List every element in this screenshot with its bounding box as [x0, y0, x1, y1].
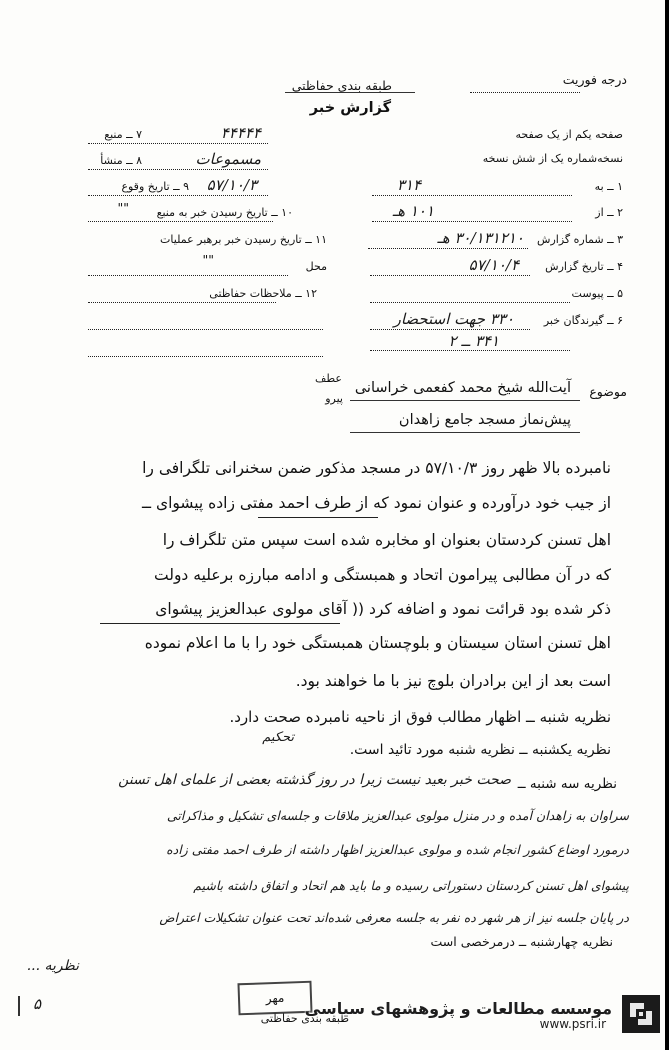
field-9-value: ۵۷/۱۰/۳ — [206, 176, 257, 194]
subject-line-1: آیت‌الله شیخ محمد کفعمی خراسانی — [354, 380, 571, 396]
field-12-dots-2 — [88, 329, 323, 330]
institute-logo-icon — [622, 995, 660, 1033]
header-classification: طبقه بندی حفاظتی — [291, 78, 392, 93]
scan-edge — [665, 0, 669, 1050]
subject-rule-1 — [350, 400, 580, 401]
handwritten-line-5: در پایان جلسه نیز از هر شهر ده نفر به جلسه معرفی شده‌اند تحت عنوان تشکیلات اعتراض — [159, 910, 629, 925]
field-12-dots — [88, 302, 276, 303]
field-8-label: ۸ ــ منشأ — [100, 154, 142, 167]
field-12-label: ۱۲ ــ ملاحظات حفاظتی — [209, 287, 317, 300]
opinion-saturday: نظریه شنبه ــ اظهار مطالب فوق از ناحیه نامبرده صحت دارد. — [229, 708, 611, 726]
field-5-label: ۵ ــ پیوست — [571, 287, 623, 300]
handwritten-line-2: سراوان به زاهدان آمده و در منزل مولوی عبدالعزیز ملاقات و جلسه‌ای تشکیل و مذاکراتی — [166, 808, 629, 823]
field-9-label: ۹ ــ تاریخ وقوع — [121, 180, 189, 193]
body-line-4: که در آن مطالبی پیرامون اتحاد و همبستگی و ادامه مبارزه برعلیه دولت — [154, 566, 611, 584]
field-10-value: "" — [117, 200, 129, 215]
field-10-label: ۱۰ ــ تاریخ رسیدن خبر به منبع — [156, 206, 293, 219]
field-3-value: ۳۰/۱۳۱۲۱۰ هـ — [437, 229, 524, 247]
field-4-dots — [370, 275, 530, 276]
name-underline-2 — [100, 623, 340, 624]
body-line-5: ذکر شده بود قرائت نمود و اضافه کرد (( آقای مولوی عبدالعزیز پیشوای — [155, 600, 611, 618]
copy-number: نسخه‌شماره یک از شش نسخه — [482, 152, 623, 165]
field-1-label: ۱ ــ به — [594, 180, 623, 193]
field-11-dots — [88, 275, 288, 276]
field-2-dots — [372, 221, 572, 222]
watermark-url: www.psri.ir — [539, 1017, 606, 1031]
priority-dots — [470, 92, 580, 93]
header-rule — [285, 92, 415, 93]
subject-label: موضوع — [589, 384, 627, 399]
subject-note-top: عطف — [315, 372, 342, 385]
body-line-6: اهل تسنن استان سیستان و بلوچستان همبستگی خود را با ما اعلام نموده — [144, 634, 611, 652]
edge-mark — [18, 996, 28, 1016]
body-line-3: اهل تسنن کردستان بعنوان او مخابره شده است سپس متن تلگراف را — [162, 531, 611, 549]
field-6-dots — [370, 329, 530, 330]
priority-label: درجه فوریت — [562, 72, 627, 87]
field-4-label: ۴ ــ تاریخ گزارش — [545, 260, 623, 273]
body-line-2: از جیب خود درآورده و عنوان نمود که از طرف احمد مفتی زاده پیشوای ــ — [141, 494, 611, 512]
field-9-dots — [88, 195, 268, 196]
field-11-place: محل — [305, 260, 327, 273]
subject-rule-2 — [350, 432, 580, 433]
footer-classification: طبقه بندی حفاظتی — [260, 1012, 349, 1025]
document-stamp — [237, 981, 312, 1016]
field-2-value: ۱۰۱ هـ — [392, 202, 434, 220]
opinion-wednesday: نظریه چهارشنبه ــ درمرخصی است — [430, 934, 613, 949]
field-7-dots — [88, 143, 268, 144]
body-line-1: نامبرده بالا ظهر روز ۵۷/۱۰/۳ در مسجد مذکور ضمن سخنرانی تلگرافی را — [142, 459, 611, 477]
field-7-value: ۴۴۴۴۴ — [220, 124, 261, 142]
opinion-sunday-note: تحکیم — [262, 730, 294, 745]
report-title: گزارش خبر — [309, 100, 391, 116]
page-count: صفحه یکم از یک صفحه — [515, 128, 623, 141]
opinion-sunday: نظریه یکشنبه ــ نظریه شنبه مورد تائید است. — [349, 742, 611, 758]
field-6-dots-2 — [370, 350, 570, 351]
subject-line-2: پیش‌نماز مسجد جامع زاهدان — [398, 412, 571, 428]
field-8-dots — [88, 169, 268, 170]
watermark-institute-name: موسسه مطالعات و پژوهشهای سیاسی — [304, 999, 612, 1018]
field-3-dots — [368, 248, 528, 249]
field-12-dots-3 — [88, 356, 323, 357]
handwritten-line-4: پیشوای اهل تسنن کردستان دستوراتی رسیده و ما باید هم اتحاد و اتفاق داشته باشیم — [193, 878, 629, 893]
field-5-dots — [370, 302, 570, 303]
field-7-label: ۷ ــ منبع — [104, 128, 142, 141]
handwritten-line-3: درمورد اوضاع کشور انجام شده و مولوی عبدالعزیز اظهار داشته از طرف احمد مفتی زاده — [166, 842, 629, 857]
opinion-thursday: نظریه ... — [26, 958, 79, 974]
field-10-dots — [88, 221, 273, 222]
field-2-label: ۲ ــ از — [595, 206, 623, 219]
field-6-label: ۶ ــ گیرندگان خبر — [543, 314, 623, 327]
handwritten-line-1: صحت خبر بعید نیست زیرا در روز گذشته بعضی از علمای اهل تسنن — [118, 772, 511, 788]
opinion-tuesday-label: نظریه سه شنبه ــ — [517, 776, 617, 792]
field-11-value: "" — [202, 252, 214, 267]
footer-page-marker: ۵ — [32, 995, 41, 1013]
field-1-value: ۳۱۴ — [396, 176, 421, 194]
field-6-value: ۳۳۰ جهت استحضار — [393, 310, 514, 328]
field-4-value: ۵۷/۱۰/۴ — [468, 256, 519, 274]
field-8-value: مسموعات — [195, 150, 261, 168]
subject-note-side: پیرو — [325, 392, 343, 405]
field-1-dots — [372, 195, 572, 196]
field-3-label: ۳ ــ شماره گزارش — [537, 233, 623, 246]
name-underline-1 — [258, 517, 378, 518]
body-line-7: است بعد از این برادران بلوچ نیز با ما خواهند بود. — [295, 672, 611, 690]
field-11-label: ۱۱ ــ تاریخ رسیدن خبر برهبر عملیات — [160, 233, 327, 246]
field-6-value-2: ۳۴۱ ــ ۲ — [448, 332, 499, 350]
stamp-text: مهر — [265, 990, 285, 1006]
